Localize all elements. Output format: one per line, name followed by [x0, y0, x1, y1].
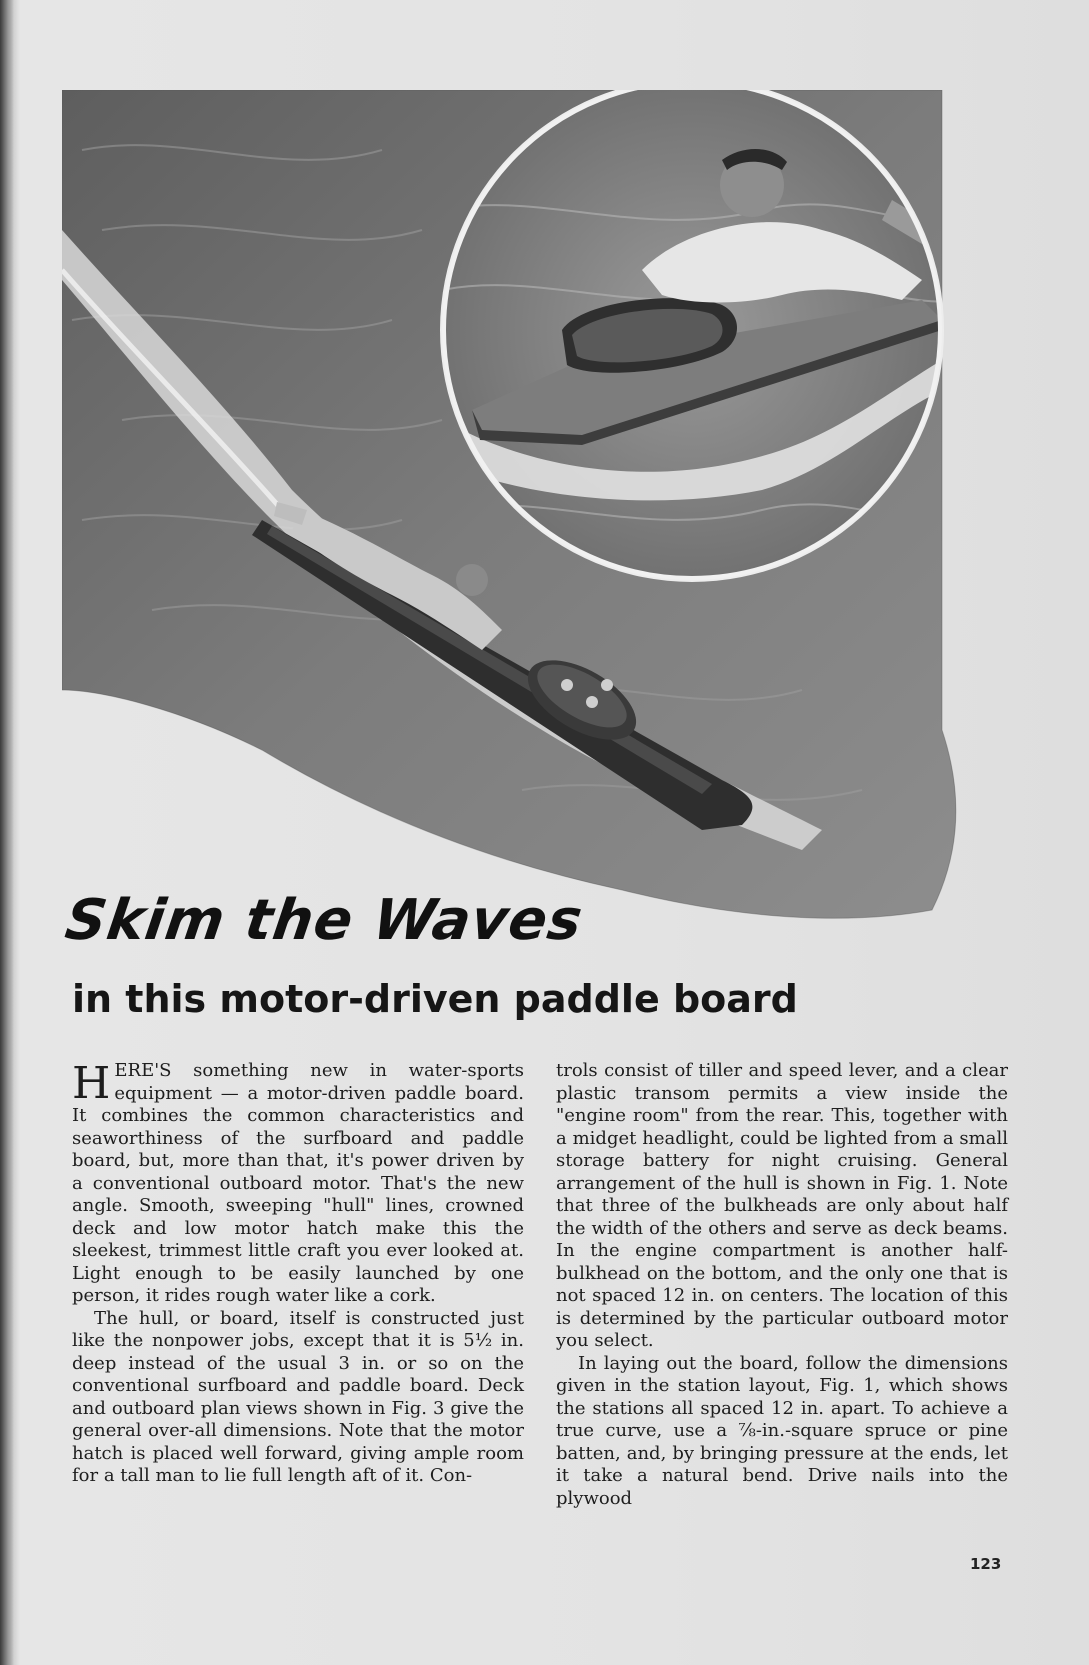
- article-paragraph: In laying out the board, follow the dimensions given in the station layout, Fig. 1, which shows the stations all spaced 12 in. apart. To achieve a true curve, use a ⅞-in.-square spruce or pine batten, and, by bringing pressure at the ends, let it take a natural bend. Drive nails into the plywood: [556, 1352, 1008, 1509]
- article-headline: Skim the Waves: [61, 888, 587, 953]
- article-paragraph: [72, 1060, 524, 1308]
- photo-spread: [62, 90, 1002, 1010]
- article-column-left: [72, 1060, 524, 1488]
- article-paragraph: trols consist of tiller and speed lever, and a clear plastic transom permits a view inside the "engine room" from the rear. This, together with a midget headlight, could be lighted from a small storage battery for night cruising. General arrangement of the hull is shown in Fig. 1. Note that three of the bulkheads are only about half the width of the others and serve as deck beams. In the engine compartment is another half-bulkhead on the bottom, and the only one that is not spaced 12 in. on centers. The location of this is determined by the particular outboard motor you select.: [556, 1060, 1008, 1351]
- page-spine-shadow: [0, 0, 14, 1665]
- article-subheadline: in this motor-driven paddle board: [72, 977, 798, 1021]
- drop-cap: H: [72, 1058, 111, 1109]
- paragraph-text: ERE'S something new in water-sports equipment — a motor-driven paddle board. It combines the common characteristics and seaworthiness of the surfboard and paddle board, but, more than that, it's power driven by a conventional outboard motor. That's the new angle. Smooth, sweeping "hull" lines, crowned deck and low motor hatch make this the sleekest, trimmest little craft you ever looked at. Light enough to be easily launched by one person, it rides rough water like a cork.: [72, 1060, 524, 1306]
- page-number: 123: [970, 1555, 1002, 1573]
- article-paragraph: The hull, or board, itself is constructed just like the nonpower jobs, except that it is 5½ in. deep instead of the usual 3 in. or so on the conventional surfboard and paddle board. Deck and outboard plan views shown in Fig. 3 give the general over-all dimensions. Note that the motor hatch is placed well forward, giving ample room for a tall man to lie full length aft of it. Con-: [72, 1307, 524, 1486]
- article-column-right: [556, 1060, 1008, 1510]
